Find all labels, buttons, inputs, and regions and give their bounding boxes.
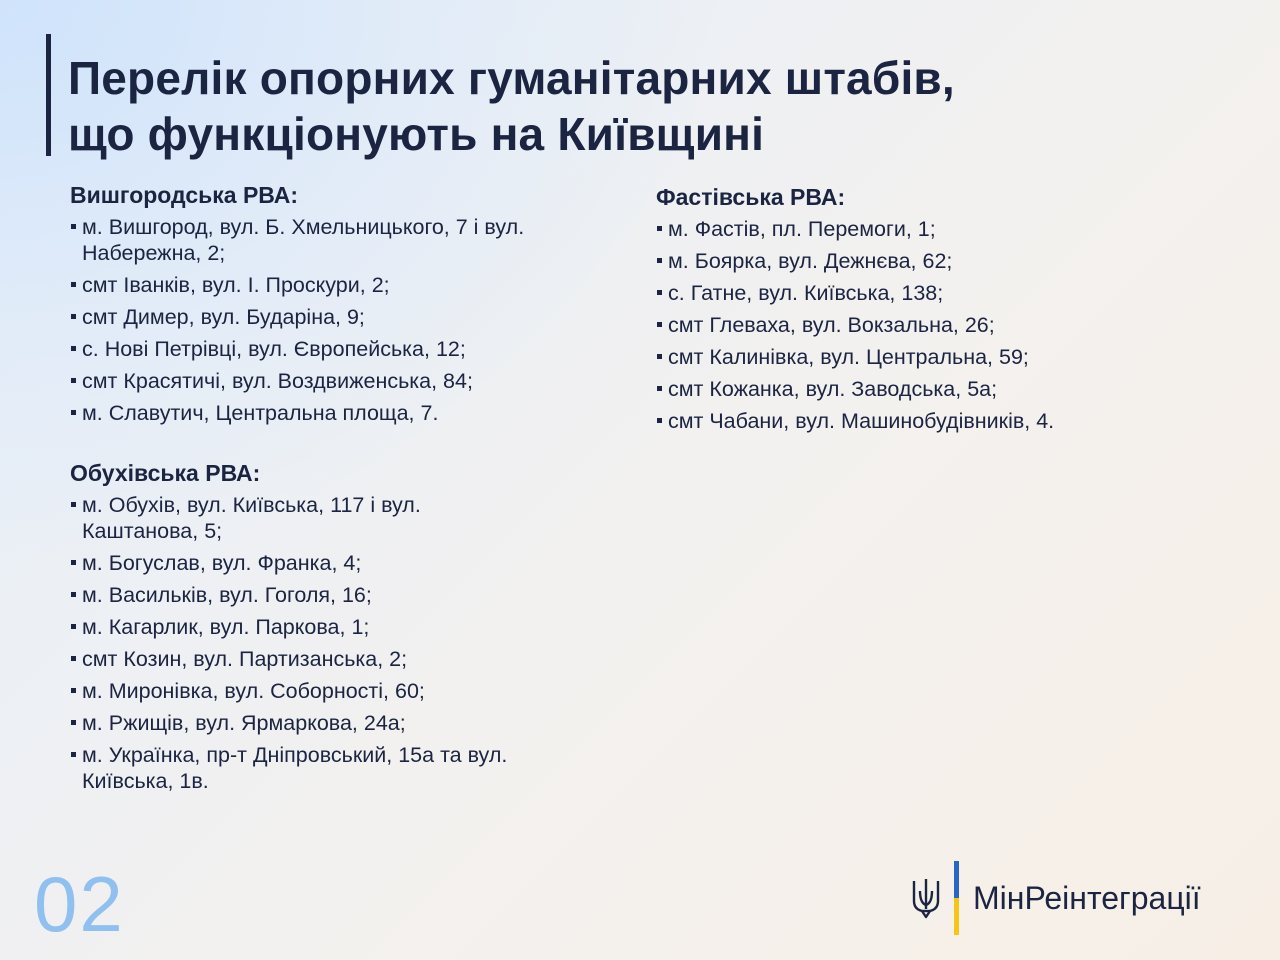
- list-item: смт Іванків, вул. І. Проскури, 2;: [70, 272, 602, 298]
- ministry-logo: [910, 860, 1201, 936]
- list-item: м. Славутич, Центральна площа, 7.: [70, 400, 602, 426]
- address-list: [656, 216, 1216, 434]
- list-item: смт Козин, вул. Партизанська, 2;: [70, 646, 602, 672]
- left-column: [70, 180, 630, 826]
- list-item: м. Богуслав, вул. Франка, 4;: [70, 550, 602, 576]
- page-title: [68, 50, 955, 162]
- section-heading: Фастівська РВА:: [656, 184, 846, 210]
- logo-text: МінРеінтеграції: [973, 879, 1201, 916]
- section-heading: Обухівська РВА:: [70, 460, 261, 486]
- address-list: [70, 492, 630, 794]
- list-item: смт Кожанка, вул. Заводська, 5а;: [656, 376, 1188, 402]
- list-item: м. Кагарлик, вул. Паркова, 1;: [70, 614, 602, 640]
- title-accent-bar: [46, 34, 51, 156]
- page-number: 02: [34, 860, 125, 948]
- trident-icon: [910, 875, 942, 921]
- list-item: смт Глеваха, вул. Вокзальна, 26;: [656, 312, 1188, 338]
- flag-stripe: [954, 861, 959, 935]
- list-item: м. Ржищів, вул. Ярмаркова, 24а;: [70, 710, 602, 736]
- page-title-line-1: Перелік опорних гуманітарних штабів,: [68, 52, 955, 104]
- right-column: [656, 182, 1216, 466]
- section-fastiv: [656, 182, 1216, 434]
- list-item: м. Вишгород, вул. Б. Хмельницького, 7 і вул. Набережна, 2;: [70, 214, 602, 266]
- list-item: с. Гатне, вул. Київська, 138;: [656, 280, 1188, 306]
- list-item: смт Димер, вул. Бударіна, 9;: [70, 304, 602, 330]
- list-item: м. Фастів, пл. Перемоги, 1;: [656, 216, 1188, 242]
- list-item: м. Боярка, вул. Дежнєва, 62;: [656, 248, 1188, 274]
- list-item: смт Чабани, вул. Машинобудівників, 4.: [656, 408, 1188, 434]
- list-item: с. Нові Петрівці, вул. Європейська, 12;: [70, 336, 602, 362]
- list-item: м. Обухів, вул. Київська, 117 і вул. Каштанова, 5;: [70, 492, 512, 544]
- section-vyshhorod: [70, 180, 630, 426]
- section-obukhiv: [70, 458, 630, 794]
- list-item: м. Васильків, вул. Гоголя, 16;: [70, 582, 602, 608]
- list-item: смт Красятичі, вул. Воздвиженська, 84;: [70, 368, 602, 394]
- list-item: м. Українка, пр-т Дніпровський, 15а та вул. Київська, 1в.: [70, 742, 542, 794]
- list-item: смт Калинівка, вул. Центральна, 59;: [656, 344, 1188, 370]
- list-item: м. Миронівка, вул. Соборності, 60;: [70, 678, 602, 704]
- page-title-line-2: що функціонують на Київщині: [68, 108, 765, 160]
- address-list: [70, 214, 630, 426]
- section-heading: Вишгородська РВА:: [70, 182, 299, 208]
